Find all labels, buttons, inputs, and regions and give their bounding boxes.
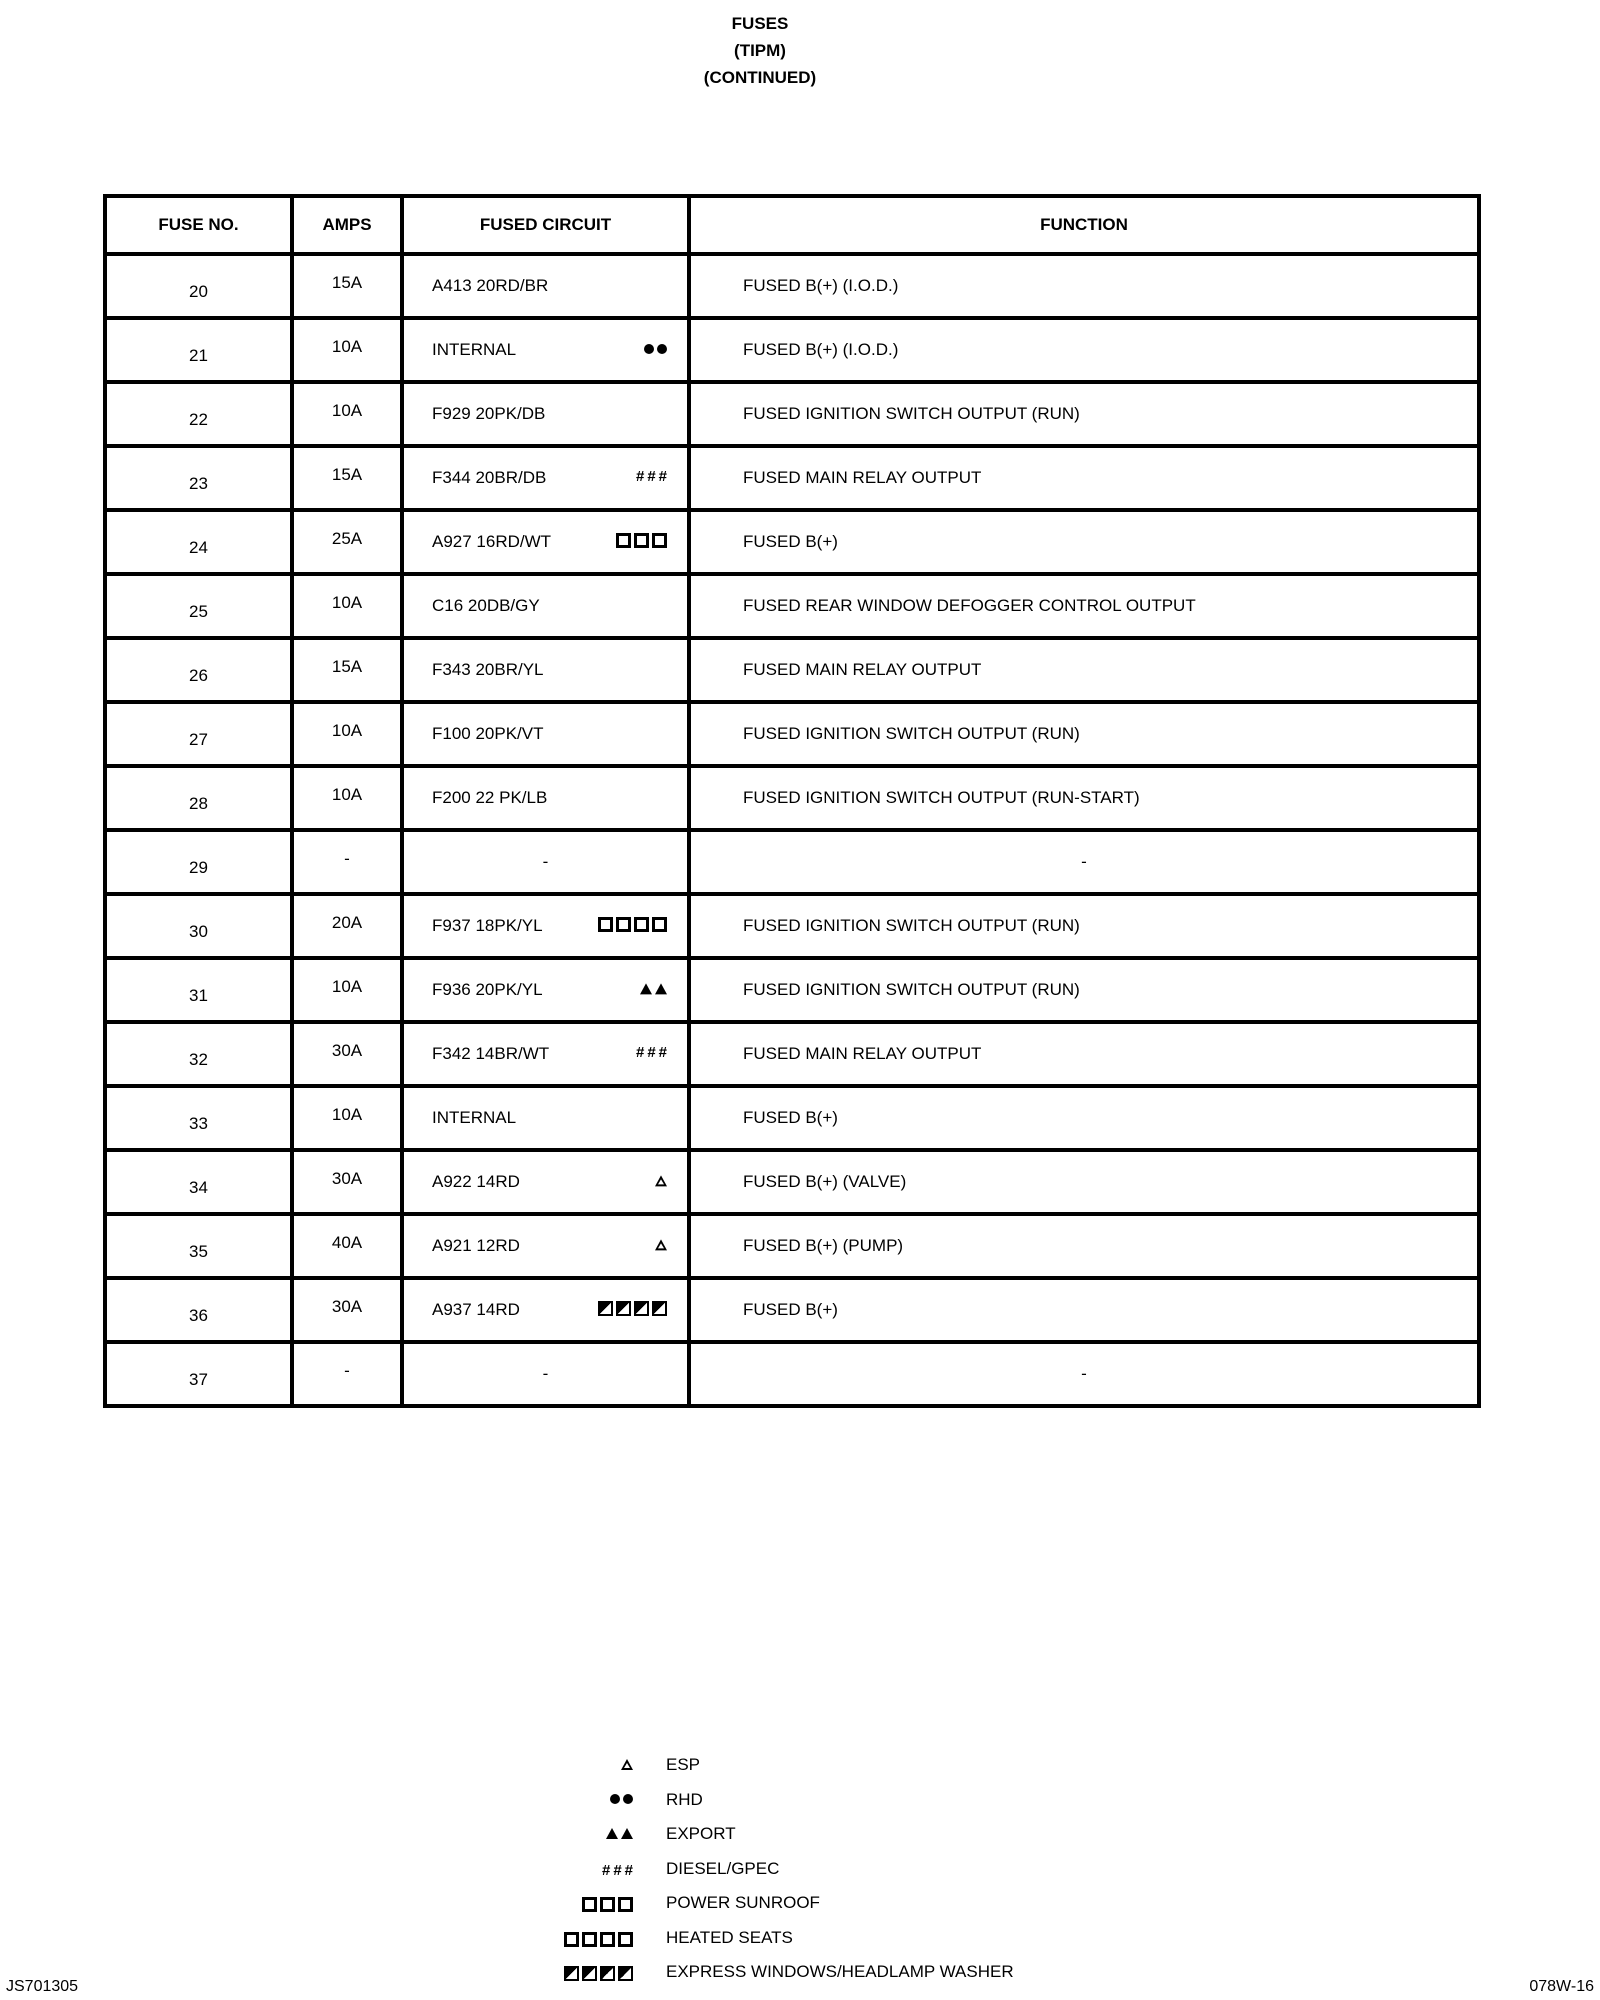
legend-item xyxy=(560,1755,1060,1790)
fused-circuit-cell xyxy=(402,574,689,638)
function-cell-text: FUSED REAR WINDOW DEFOGGER CONTROL OUTPUT xyxy=(743,596,1196,615)
fuse-number-cell-text: 30 xyxy=(189,922,208,941)
amps-cell-text: 15A xyxy=(331,273,363,292)
fused-circuit-cell-text: A922 14RD xyxy=(432,1172,520,1191)
amps-cell xyxy=(292,702,402,766)
figure-id: 078W-16 xyxy=(1529,1978,1594,1995)
amps-cell-text: 10A xyxy=(331,977,363,996)
table-row xyxy=(105,574,1479,638)
fuse-number-cell xyxy=(105,894,292,958)
fuse-number-cell xyxy=(105,382,292,446)
fused-circuit-cell xyxy=(402,382,689,446)
diesel-hash-icon: # # # xyxy=(635,1044,667,1061)
amps-cell xyxy=(292,254,402,318)
legend-item xyxy=(560,1928,1060,1963)
fuse-number-cell xyxy=(105,446,292,510)
amps-cell-text: 10A xyxy=(331,401,363,420)
amps-cell-text: 10A xyxy=(331,1105,363,1124)
legend-item xyxy=(560,1790,1060,1825)
fuse-number-cell xyxy=(105,958,292,1022)
amps-cell-text: 30A xyxy=(331,1041,363,1060)
amps-cell-text: 30A xyxy=(331,1297,363,1316)
function-cell-text: FUSED B(+) (PUMP) xyxy=(743,1236,904,1255)
table-header-row xyxy=(105,196,1479,254)
amps-cell xyxy=(292,766,402,830)
header-fuse-no: FUSE NO. xyxy=(105,196,292,254)
symbol-legend xyxy=(560,1755,1060,1997)
fuse-number-cell-text: 34 xyxy=(189,1178,208,1197)
function-cell-text: FUSED IGNITION SWITCH OUTPUT (RUN) xyxy=(743,724,1080,743)
fuse-number-cell xyxy=(105,574,292,638)
function-cell xyxy=(689,1086,1479,1150)
function-cell xyxy=(689,1214,1479,1278)
table-row xyxy=(105,1086,1479,1150)
fuse-number-cell xyxy=(105,1278,292,1342)
function-cell-text: FUSED MAIN RELAY OUTPUT xyxy=(743,1044,982,1063)
amps-cell xyxy=(292,638,402,702)
legend-label: DIESEL/GPEC xyxy=(666,1858,780,1878)
fuse-number-cell-text: 37 xyxy=(189,1370,208,1389)
fuse-number-cell-text: 20 xyxy=(189,282,208,301)
function-cell xyxy=(689,958,1479,1022)
legend-item xyxy=(560,1824,1060,1859)
table-row xyxy=(105,766,1479,830)
amps-cell xyxy=(292,958,402,1022)
table-row xyxy=(105,318,1479,382)
function-cell xyxy=(689,254,1479,318)
table-row xyxy=(105,1278,1479,1342)
function-cell-text: FUSED B(+) xyxy=(743,1108,838,1127)
function-cell xyxy=(689,638,1479,702)
table-row xyxy=(105,1214,1479,1278)
title-line-3: (CONTINUED) xyxy=(703,68,817,87)
fused-circuit-cell xyxy=(402,958,689,1022)
amps-cell-text: 15A xyxy=(331,465,363,484)
function-cell-text: FUSED IGNITION SWITCH OUTPUT (RUN) xyxy=(743,404,1080,423)
legend-label: ESP xyxy=(666,1755,701,1774)
table-row xyxy=(105,382,1479,446)
amps-cell-text: 10A xyxy=(331,785,363,804)
fuse-number-cell-text: 24 xyxy=(189,538,208,557)
fused-circuit-cell-text: - xyxy=(542,1364,549,1383)
fuse-number-cell xyxy=(105,1150,292,1214)
legend-label: EXPRESS WINDOWS/HEADLAMP WASHER xyxy=(666,1962,1014,1981)
fused-circuit-cell xyxy=(402,1342,689,1406)
express-windows-squares-icon xyxy=(564,1966,633,1981)
function-cell xyxy=(689,894,1479,958)
table-row xyxy=(105,510,1479,574)
diesel-hash-icon: # # # xyxy=(601,1861,633,1879)
esp-triangle-icon xyxy=(655,1175,667,1186)
fuse-number-cell-text: 22 xyxy=(189,410,208,429)
fuse-number-cell xyxy=(105,1086,292,1150)
function-cell xyxy=(689,318,1479,382)
export-triangles-icon xyxy=(606,1828,633,1839)
amps-cell xyxy=(292,510,402,574)
fused-circuit-cell xyxy=(402,638,689,702)
function-cell xyxy=(689,766,1479,830)
function-cell-text: FUSED B(+) xyxy=(743,1300,838,1319)
fuse-number-cell-text: 28 xyxy=(189,794,208,813)
fused-circuit-cell-text: F929 20PK/DB xyxy=(432,404,546,423)
function-cell-text: - xyxy=(1081,1364,1087,1383)
fuse-table-body xyxy=(105,254,1479,1406)
function-cell-text: FUSED IGNITION SWITCH OUTPUT (RUN) xyxy=(743,916,1080,935)
fused-circuit-cell xyxy=(402,830,689,894)
function-cell xyxy=(689,1278,1479,1342)
function-cell-text: FUSED B(+) xyxy=(743,532,838,551)
fuse-number-cell xyxy=(105,638,292,702)
amps-cell-text: - xyxy=(344,849,350,868)
function-cell-text: FUSED B(+) (I.O.D.) xyxy=(743,340,899,359)
fuse-number-cell-text: 25 xyxy=(189,602,208,621)
header-fused-circuit: FUSED CIRCUIT xyxy=(402,196,689,254)
fused-circuit-cell-text: F342 14BR/WT xyxy=(432,1044,550,1063)
fused-circuit-cell-text: F937 18PK/YL xyxy=(432,916,543,935)
function-cell xyxy=(689,446,1479,510)
fused-circuit-cell xyxy=(402,254,689,318)
fused-circuit-cell xyxy=(402,1150,689,1214)
fuse-number-cell xyxy=(105,1022,292,1086)
table-row xyxy=(105,1342,1479,1406)
amps-cell xyxy=(292,830,402,894)
fuse-number-cell-text: 23 xyxy=(189,474,208,493)
function-cell xyxy=(689,702,1479,766)
function-cell xyxy=(689,1150,1479,1214)
power-sunroof-squares-icon xyxy=(582,1897,633,1912)
fuse-number-cell xyxy=(105,1342,292,1406)
header-amps: AMPS xyxy=(292,196,402,254)
title-line-2: (TIPM) xyxy=(734,41,786,60)
table-row xyxy=(105,638,1479,702)
function-cell-text: FUSED IGNITION SWITCH OUTPUT (RUN) xyxy=(743,980,1080,999)
fuse-number-cell xyxy=(105,702,292,766)
fused-circuit-cell-text: INTERNAL xyxy=(432,1108,517,1127)
fused-circuit-cell-text: A921 12RD xyxy=(432,1236,520,1255)
amps-cell xyxy=(292,382,402,446)
function-cell-text: FUSED MAIN RELAY OUTPUT xyxy=(743,468,982,487)
fuse-number-cell xyxy=(105,766,292,830)
amps-cell xyxy=(292,1150,402,1214)
function-cell-text: - xyxy=(1081,852,1087,871)
fused-circuit-cell-text: F343 20BR/YL xyxy=(432,660,544,679)
fuse-number-cell-text: 32 xyxy=(189,1050,208,1069)
fuse-table xyxy=(103,194,1481,1408)
function-cell xyxy=(689,1022,1479,1086)
fused-circuit-cell-text: A937 14RD xyxy=(432,1300,520,1319)
fuse-number-cell-text: 21 xyxy=(189,346,208,365)
function-cell-text: FUSED IGNITION SWITCH OUTPUT (RUN-START) xyxy=(743,788,1140,807)
amps-cell-text: 30A xyxy=(331,1169,363,1188)
fuse-number-cell-text: 29 xyxy=(189,858,208,877)
legend-item xyxy=(560,1962,1060,1997)
amps-cell-text: 40A xyxy=(331,1233,363,1252)
fuse-number-cell-text: 31 xyxy=(189,986,208,1005)
header-function: FUNCTION xyxy=(689,196,1479,254)
legend-item xyxy=(560,1893,1060,1928)
fuse-number-cell-text: 36 xyxy=(189,1306,208,1325)
legend-label: HEATED SEATS xyxy=(666,1927,793,1947)
rhd-dots-icon xyxy=(644,344,667,354)
fused-circuit-cell-text: INTERNAL xyxy=(432,340,517,359)
esp-triangle-icon xyxy=(655,1239,667,1250)
fuse-number-cell xyxy=(105,830,292,894)
rhd-dots-icon xyxy=(610,1794,633,1804)
export-triangles-icon xyxy=(640,983,667,994)
express-windows-squares-icon xyxy=(598,1301,667,1316)
fused-circuit-cell-text: F100 20PK/VT xyxy=(432,724,544,743)
table-row xyxy=(105,958,1479,1022)
fuse-number-cell xyxy=(105,1214,292,1278)
amps-cell xyxy=(292,574,402,638)
power-sunroof-squares-icon xyxy=(616,533,667,548)
amps-cell-text: 20A xyxy=(331,913,363,932)
fused-circuit-cell xyxy=(402,1022,689,1086)
legend-label: EXPORT xyxy=(666,1824,736,1843)
fuse-number-cell xyxy=(105,254,292,318)
fused-circuit-cell xyxy=(402,510,689,574)
function-cell-text: FUSED B(+) (I.O.D.) xyxy=(743,276,899,295)
function-cell-text: FUSED MAIN RELAY OUTPUT xyxy=(743,660,982,679)
amps-cell xyxy=(292,1214,402,1278)
function-cell xyxy=(689,382,1479,446)
fuse-number-cell-text: 35 xyxy=(189,1242,208,1261)
fused-circuit-cell xyxy=(402,894,689,958)
function-cell xyxy=(689,574,1479,638)
table-row xyxy=(105,702,1479,766)
fused-circuit-cell xyxy=(402,1278,689,1342)
fused-circuit-cell xyxy=(402,318,689,382)
function-cell xyxy=(689,510,1479,574)
fused-circuit-cell-text: F936 20PK/YL xyxy=(432,980,543,999)
function-cell-text: FUSED B(+) (VALVE) xyxy=(743,1172,907,1191)
amps-cell xyxy=(292,318,402,382)
amps-cell xyxy=(292,1086,402,1150)
fused-circuit-cell xyxy=(402,1086,689,1150)
amps-cell xyxy=(292,446,402,510)
amps-cell-text: 10A xyxy=(331,721,363,740)
fuse-number-cell-text: 26 xyxy=(189,666,208,685)
fused-circuit-cell xyxy=(402,766,689,830)
table-row xyxy=(105,830,1479,894)
fuse-number-cell xyxy=(105,510,292,574)
amps-cell xyxy=(292,1022,402,1086)
amps-cell-text: 10A xyxy=(331,593,363,612)
table-row xyxy=(105,894,1479,958)
fused-circuit-cell-text: F200 22 PK/LB xyxy=(432,788,548,807)
fuse-number-cell-text: 27 xyxy=(189,730,208,749)
heated-seats-squares-icon xyxy=(564,1932,633,1947)
page-title xyxy=(0,10,1520,91)
function-cell xyxy=(689,1342,1479,1406)
fused-circuit-cell-text: F344 20BR/DB xyxy=(432,468,547,487)
fused-circuit-cell-text: A413 20RD/BR xyxy=(432,276,549,295)
amps-cell xyxy=(292,1278,402,1342)
document-id: JS701305 xyxy=(6,1978,79,1995)
function-cell xyxy=(689,830,1479,894)
legend-item xyxy=(560,1859,1060,1894)
legend-label: RHD xyxy=(666,1789,703,1809)
table-row xyxy=(105,254,1479,318)
esp-triangle-icon xyxy=(621,1759,633,1770)
amps-cell-text: 10A xyxy=(331,337,363,356)
fuse-number-cell-text: 33 xyxy=(189,1114,208,1133)
amps-cell xyxy=(292,1342,402,1406)
fused-circuit-cell-text: - xyxy=(542,852,549,871)
fused-circuit-cell xyxy=(402,446,689,510)
amps-cell-text: 25A xyxy=(331,529,363,548)
table-row xyxy=(105,1022,1479,1086)
fuse-number-cell xyxy=(105,318,292,382)
heated-seats-squares-icon xyxy=(598,917,667,932)
fused-circuit-cell-text: A927 16RD/WT xyxy=(432,532,552,551)
amps-cell-text: - xyxy=(344,1361,350,1380)
fused-circuit-cell xyxy=(402,702,689,766)
diesel-hash-icon: # # # xyxy=(635,468,667,485)
fused-circuit-cell-text: C16 20DB/GY xyxy=(432,596,540,615)
fused-circuit-cell xyxy=(402,1214,689,1278)
amps-cell-text: 15A xyxy=(331,657,363,676)
table-row xyxy=(105,446,1479,510)
title-line-1: FUSES xyxy=(731,14,789,33)
legend-label: POWER SUNROOF xyxy=(666,1893,820,1912)
amps-cell xyxy=(292,894,402,958)
table-row xyxy=(105,1150,1479,1214)
